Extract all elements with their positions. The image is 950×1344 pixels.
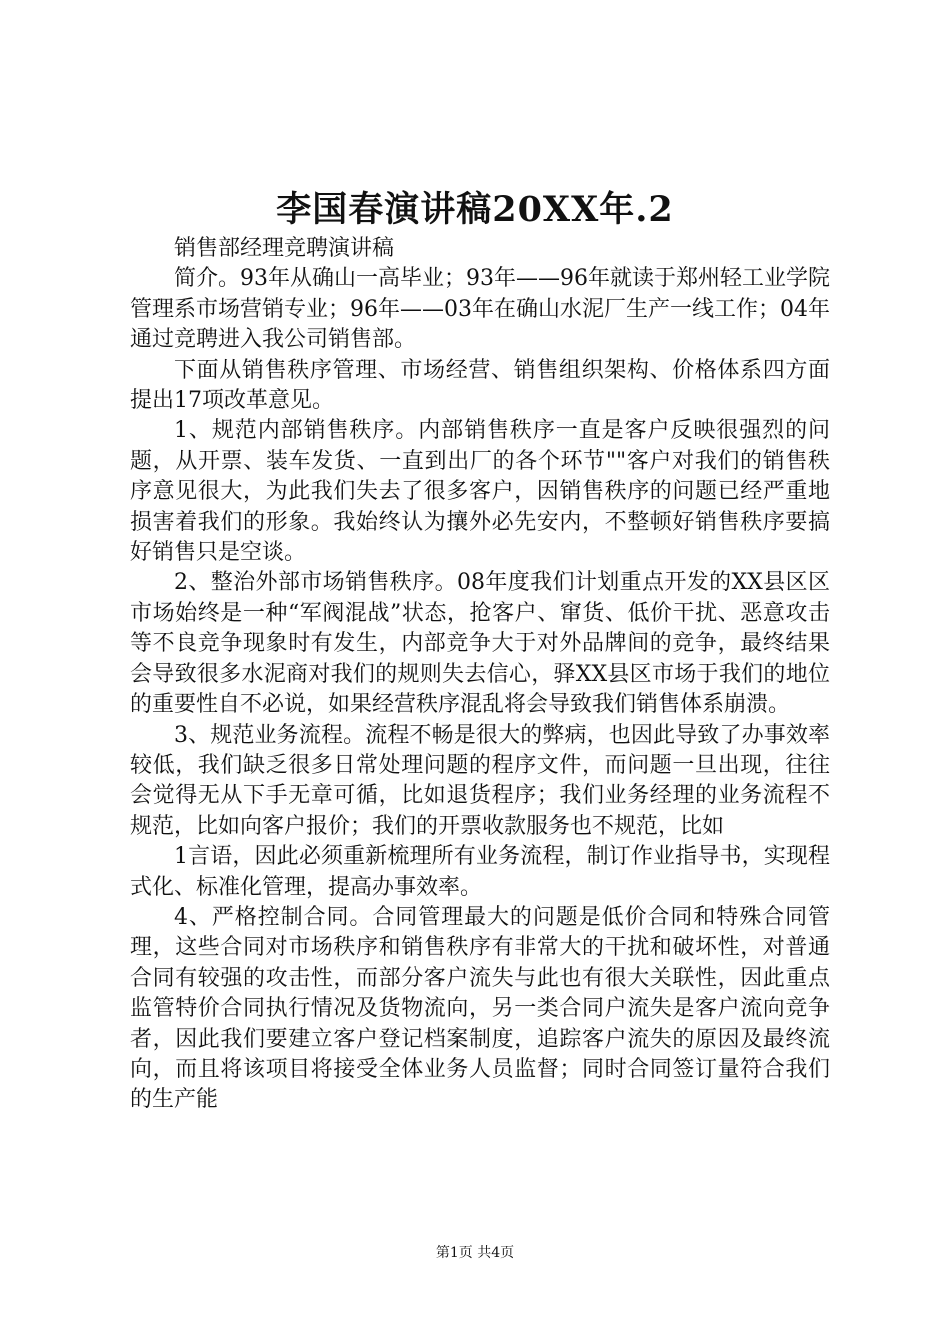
paragraph-subtitle: 销售部经理竞聘演讲稿 <box>174 236 395 261</box>
paragraph-item-2: 2、整治外部市场销售秩序。08年度我们计划重点开发的XX县区区市场始终是一种“军阀混战”状态，抢客户、窜货、低价干扰、恶意攻击等不良竞争现象时有发生，内部竞争大于对外品牌间的竞争，最终结果会导致很多水泥商对我们的规则失去信心，驿XX县区市场于我们的地位的重要性自不必说，如果经营秩序混乱将会导致我们销售体系崩溃。 <box>130 570 830 718</box>
paragraph-item-1: 1、规范内部销售秩序。内部销售秩序一直是客户反映很强烈的问题，从开票、装车发货、一直到出厂的各个环节""客户对我们的销售秩序意见很大，为此我们失去了很多客户，因销售秩序的问题已经严重地损害着我们的形象。我始终认为攘外必先安内，不整顿好销售秩序要搞好销售只是空谈。 <box>130 418 830 566</box>
paragraph-intro: 简介。93年从确山一高毕业；93年——96年就读于郑州轻工业学院管理系市场营销专业；96年——03年在确山水泥厂生产一线工作；04年通过竞聘进入我公司销售部。 <box>130 266 830 353</box>
page-footer: 第1页 共4页 <box>435 1245 515 1261</box>
paragraph-item-3-continued: 1言语，因此必须重新梳理所有业务流程，制订作业指导书，实现程式化、标准化管理，提高办事效率。 <box>130 844 830 900</box>
paragraph-overview: 下面从销售秩序管理、市场经营、销售组织架构、价格体系四方面提出17项改革意见。 <box>130 357 830 414</box>
paragraph-item-3: 3、规范业务流程。流程不畅是很大的弊病，也因此导致了办事效率较低，我们缺乏很多日常处理问题的程序文件，而问题一旦出现，往往会觉得无从下手无章可循，比如退货程序；我们业务经理的业务流程不规范，比如向客户报价；我们的开票收款服务也不规范，比如 <box>130 722 830 839</box>
paragraph-item-4: 4、严格控制合同。合同管理最大的问题是低价合同和特殊合同管理，这些合同对市场秩序和销售秩序有非常大的干扰和破坏性，对普通合同有较强的攻击性，而部分客户流失与此也有很大关联性，因此重点监管特价合同执行情况及货物流向，另一类合同户流失是客户流向竞争者，因此我们要建立客户登记档案制度，追踪客户流失的原因及最终流向，而且将该项目将接受全体业务人员监督；同时合同签订量符合我们的生产能 <box>130 904 830 1113</box>
document-body <box>130 234 830 1116</box>
document-title: 李国春演讲稿20XX年.2 <box>276 189 674 230</box>
